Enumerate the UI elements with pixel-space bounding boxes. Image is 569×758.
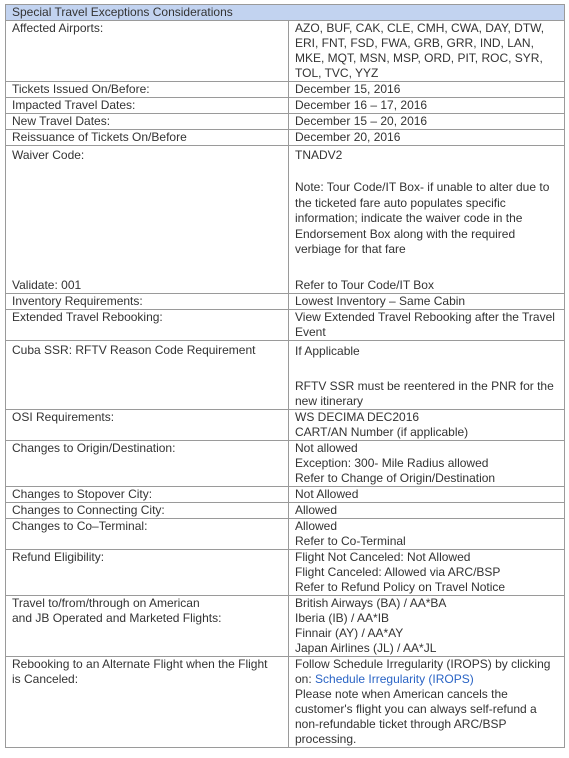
row-label-osi: OSI Requirements: (6, 409, 289, 440)
row-value-waiver (289, 146, 565, 294)
validate-label: Validate: 001 (12, 277, 82, 292)
table-row (6, 146, 565, 294)
row-label-new-dates: New Travel Dates: (6, 114, 289, 130)
row-value-affected-airports: AZO, BUF, CAK, CLE, CMH, CWA, DAY, DTW, ERI, FNT, FSD, FWA, GRB, GRR, IND, LAN, MKE, MQT, MSN, MSP, ORD, PIT, ROC, SYR, TOL, TVC, YYZ (289, 21, 565, 82)
rebooking-value-intro (295, 657, 564, 687)
origin-dest-value-1: Not allowed (295, 440, 358, 455)
partners-value-ib: Iberia (IB) / AA*IB (295, 610, 390, 625)
row-label-partners (6, 595, 289, 656)
table-title: Special Travel Exceptions Considerations (6, 5, 565, 21)
row-value-refund (289, 549, 565, 595)
rebooking-value-note: Please note when American cancels the customer's flight you can always self-refund a non-refundable ticket through ARC/BSP processing. (295, 686, 537, 746)
table-row (6, 130, 565, 146)
row-value-extended: View Extended Travel Rebooking after the Travel Event (289, 309, 565, 340)
row-label-extended: Extended Travel Rebooking: (6, 309, 289, 340)
osi-value-2: CART/AN Number (if applicable) (295, 424, 469, 439)
table-row (6, 595, 565, 656)
origin-dest-value-3: Refer to Change of Origin/Destination (295, 470, 496, 485)
row-label-connecting: Changes to Connecting City: (6, 502, 289, 518)
row-label-coterminal: Changes to Co–Terminal: (6, 518, 289, 549)
row-value-coterminal (289, 518, 565, 549)
table-row (6, 656, 565, 747)
refund-value-1: Flight Not Canceled: Not Allowed (295, 549, 471, 564)
partners-label-line-1: Travel to/from/through on American (12, 595, 200, 610)
table-row (6, 293, 565, 309)
table-row (6, 518, 565, 549)
row-value-origin-dest (289, 440, 565, 486)
rebooking-label-line-1: Rebooking to an Alternate Flight when the Flight (12, 656, 268, 671)
table-row (6, 82, 565, 98)
coterminal-value-1: Allowed (295, 518, 338, 533)
row-value-reissuance: December 20, 2016 (289, 130, 565, 146)
row-label-refund: Refund Eligibility: (6, 549, 289, 595)
row-value-inventory: Lowest Inventory – Same Cabin (289, 293, 565, 309)
cuba-value-applicable: If Applicable (295, 343, 360, 358)
partners-label-line-2: and JB Operated and Marketed Flights: (12, 610, 222, 625)
row-value-osi (289, 409, 565, 440)
partners-value-ay: Finnair (AY) / AA*AY (295, 625, 404, 640)
table-row (6, 486, 565, 502)
waiver-refer: Refer to Tour Code/IT Box (295, 277, 434, 292)
table-row (6, 440, 565, 486)
row-label-affected-airports: Affected Airports: (6, 21, 289, 82)
row-value-partners (289, 595, 565, 656)
waiver-code-value: TNADV2 (295, 148, 343, 162)
refund-value-3: Refer to Refund Policy on Travel Notice (295, 579, 506, 594)
table-row (6, 409, 565, 440)
row-value-cuba (289, 340, 565, 409)
row-label-rebooking (6, 656, 289, 747)
cuba-value-note: RFTV SSR must be reentered in the PNR for the new itinerary (295, 378, 554, 408)
coterminal-value-2: Refer to Co-Terminal (295, 533, 406, 548)
row-label-impacted-dates: Impacted Travel Dates: (6, 98, 289, 114)
table-row (6, 502, 565, 518)
row-value-connecting: Allowed (289, 502, 565, 518)
row-label-cuba: Cuba SSR: RFTV Reason Code Requirement (6, 340, 289, 409)
osi-value-1: WS DECIMA DEC2016 (295, 409, 420, 424)
waiver-note: Note: Tour Code/IT Box- if unable to alter due to the ticketed fare auto populates specific information; indicate the waiver code in the Endorsement Box along with the required verbiage for that fare (295, 180, 550, 257)
table-row (6, 114, 565, 130)
origin-dest-value-2: Exception: 300- Mile Radius allowed (295, 455, 489, 470)
exceptions-table (5, 4, 565, 748)
row-label-origin-dest: Changes to Origin/Destination: (6, 440, 289, 486)
row-label-inventory: Inventory Requirements: (6, 293, 289, 309)
table-row (6, 340, 565, 409)
row-value-new-dates: December 15 – 20, 2016 (289, 114, 565, 130)
partners-value-jl: Japan Airlines (JL) / AA*JL (295, 640, 437, 655)
table-row (6, 549, 565, 595)
rebooking-intro-text: Follow Schedule Irregularity (IROPS) by clicking on: (295, 656, 551, 686)
row-value-impacted-dates: December 16 – 17, 2016 (289, 98, 565, 114)
row-value-rebooking (289, 656, 565, 747)
row-label-waiver (6, 146, 289, 294)
table-row (6, 98, 565, 114)
row-label-stopover: Changes to Stopover City: (6, 486, 289, 502)
irops-link[interactable]: Schedule Irregularity (IROPS) (315, 671, 474, 686)
row-value-tickets-issued: December 15, 2016 (289, 82, 565, 98)
table-row (6, 21, 565, 82)
partners-value-ba: British Airways (BA) / AA*BA (295, 595, 447, 610)
refund-value-2: Flight Canceled: Allowed via ARC/BSP (295, 564, 501, 579)
row-value-stopover: Not Allowed (289, 486, 565, 502)
row-label-tickets-issued: Tickets Issued On/Before: (6, 82, 289, 98)
table-header-row (6, 5, 565, 21)
row-label-reissuance: Reissuance of Tickets On/Before (6, 130, 289, 146)
rebooking-label-line-2: is Canceled: (12, 671, 79, 686)
waiver-code-label: Waiver Code: (12, 148, 85, 162)
table-row (6, 309, 565, 340)
